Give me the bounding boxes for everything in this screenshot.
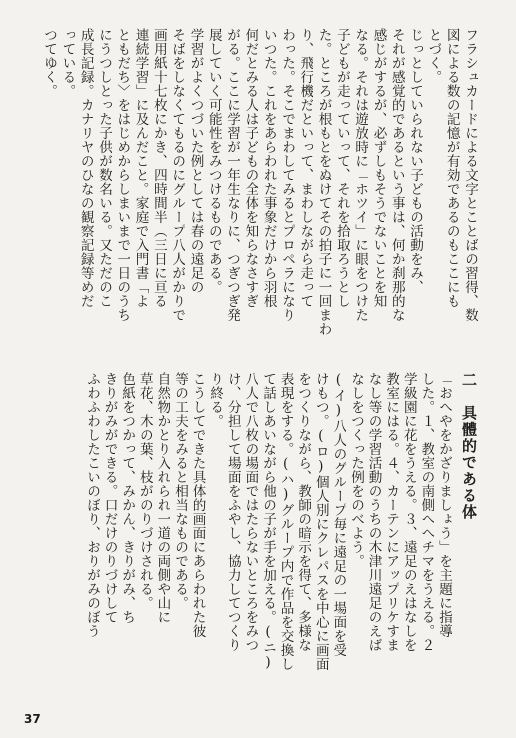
text-column: け、分担して場面をふやし、協力してつくり	[224, 372, 241, 652]
text-column: なる。それは遊放時に「ホツイ」に眼をつけた	[352, 28, 369, 322]
text-column: にうつしとった子供が数名いる。又ただのこ	[96, 28, 112, 308]
text-column: 「おへやをかざりましょう」を主題に指導	[436, 372, 452, 638]
text-column: わった。そこでまわしてみるとプロペラになり	[279, 28, 295, 322]
text-column: つてゆく。	[41, 28, 58, 98]
text-column: 表現をする。(ハ)グループ内で作品を交換し	[277, 372, 294, 671]
text-column: 色紙をつかって、みかん、きりがみ、ち	[119, 372, 136, 624]
text-column: (イ)八人のグループ毎に遠足の一場面を受	[330, 372, 347, 657]
text-column: 教室にはる。４、カーテンにアップリケすま	[383, 372, 400, 652]
text-column: がる。ここに学習が一年生なりに、つぎつぎ発	[224, 28, 241, 322]
lower-text-block	[38, 372, 478, 706]
text-column: そばをしなくてもるのにグループ八人がかりで	[169, 28, 186, 322]
text-column: じっとしていられない子どもの活動をみ、	[407, 28, 424, 294]
text-column: 図による数の記憶が有効であるのもここにも	[443, 28, 460, 308]
text-column: 八人で八枚の場面ではたらないところをみつ	[242, 372, 259, 652]
text-column: 画用紙十七枚にかき、四時間半（三日に亘る	[150, 28, 167, 308]
text-column: フラシュカードによる文字とことばの習得、数	[462, 28, 478, 322]
text-column: きりがみができる。口だけのりづけして	[101, 372, 118, 624]
text-column: 連続学習」に及んだこと。家庭で入門書「よ	[132, 28, 149, 308]
text-column: り終る。	[207, 372, 224, 428]
text-column: ふわふわしたこいのぼり、おりがみのぼう	[84, 372, 100, 638]
text-column: り、飛行機だといって、まわしながら走って	[297, 28, 314, 308]
text-column: て話しあいながら他の子が手を加える。(ニ)	[260, 372, 276, 671]
text-column: 子どもが走っていって、それを拾取ろうとし	[333, 28, 350, 308]
text-column: ともだち〉をはじめからしまいまで一日のうち	[114, 28, 131, 322]
text-column: とづく。	[425, 28, 442, 84]
text-column: 学習がよくつづいた例としては春の遠足の	[187, 28, 204, 294]
text-column: 何だとみる人は子どもの全体を知らなさすぎ	[242, 28, 259, 308]
text-column: た。ところが根もとをぬけてその拍子に一回まわ	[315, 28, 332, 336]
text-column: 自然物かとり入れられ一道の両側や山に	[154, 372, 171, 624]
text-column: 成長記録。カナリヤのひなの観察記録等めだ	[77, 28, 94, 308]
text-column: 草花、木の葉、枝がのりづけされる。	[136, 372, 153, 610]
text-column: こうしてできた具体的画面にあらわれた彼	[189, 372, 206, 638]
text-column: いつた。これをあらわれた事象だけから羽根	[260, 28, 277, 308]
text-column: 等の工夫をみると相当なものである。	[172, 372, 188, 610]
text-column: をつくりながら、教師の暗示を得て、多様な	[295, 372, 312, 652]
text-column: なし等の学習活動のうちの木津川遠足のえば	[365, 372, 382, 652]
text-column: した。１、教室の南側へへチマをうえる。２	[418, 372, 435, 652]
text-column: けもつ。(ロ)個人別にクレパスを中心に画面	[312, 372, 329, 671]
text-column: 学級園に花をうえる。３、遠足のえはなしを	[400, 372, 417, 652]
page-number: 37	[24, 712, 41, 726]
text-column: それが感覚的であるという事は、何か刹那的な	[388, 28, 405, 322]
text-column: 展していく可能性をみつけるものである。	[205, 28, 222, 294]
text-column: 感じがするが、必ずしもそうでないことを知	[370, 28, 387, 308]
text-column: っている。	[59, 28, 76, 98]
text-column: なしをつくった例をのべよう。	[348, 372, 364, 568]
section-heading: 二 具體的である体	[460, 372, 478, 521]
upper-text-block	[38, 28, 478, 358]
